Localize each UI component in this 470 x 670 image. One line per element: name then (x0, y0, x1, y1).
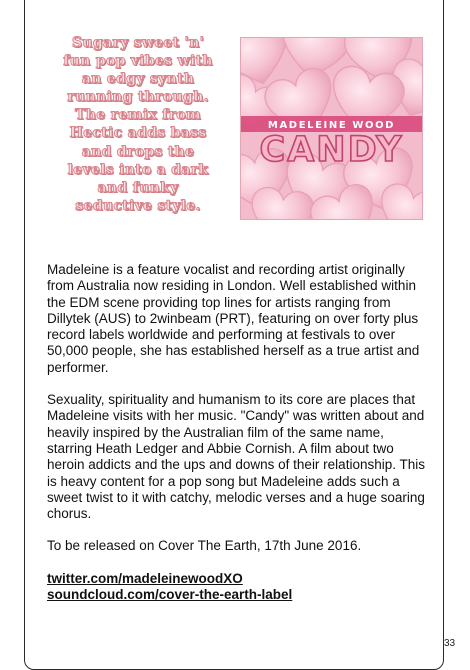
article-body (47, 262, 427, 603)
links-block (47, 571, 427, 604)
album-cover (240, 37, 423, 220)
release-info: To be released on Cover The Earth, 17th June 2016. (47, 538, 362, 554)
twitter-link[interactable]: twitter.com/madeleinewoodXO (47, 570, 243, 586)
tagline-line: and drops the (81, 143, 195, 160)
description-paragraph: Sexuality, spirituality and humanism to its core are places that Madeleine visits with her music. "Candy" was written about and heavily inspired by the Australian film of the same name, starring Heath Ledger and Abbie Cornish. A film about two heroin addicts and the ups and downs of their relationship. This is heavy content for a pop song but Madeleine adds such a sweet twist to it with catchy, melodic verses and a huge soaring chorus. (47, 392, 425, 522)
tagline-line: levels into a dark (67, 161, 209, 178)
tagline-line: and funky (97, 179, 179, 196)
bio-paragraph: Madeleine is a feature vocalist and recording artist originally from Australia now residing in London. Well established within the EDM scene providing top lines for artists ranging from Dillytek (AUS) to 2winbeam (PRT), featuring on over forty plus record labels worldwide and performing at festivals to over 50,000 people, she has established herself as a true artist and performer. (47, 262, 420, 375)
cover-title: CANDY (259, 130, 404, 170)
tagline-line: fun pop vibes with (63, 53, 213, 70)
tagline-line: Sugary sweet 'n' (71, 35, 205, 51)
page-number: 33 (444, 638, 456, 649)
tagline-line: an edgy synth (81, 71, 195, 88)
tagline-line: seductive style. (75, 197, 201, 214)
tagline-line: The remix from (75, 107, 201, 124)
tagline-blurb (44, 34, 232, 215)
soundcloud-link[interactable]: soundcloud.com/cover-the-earth-label (47, 587, 293, 603)
tagline-line: Hectic adds bass (69, 125, 207, 142)
cover-artist-name: MADELEINE WOOD (267, 120, 396, 131)
tagline-line: running through. (67, 89, 209, 106)
